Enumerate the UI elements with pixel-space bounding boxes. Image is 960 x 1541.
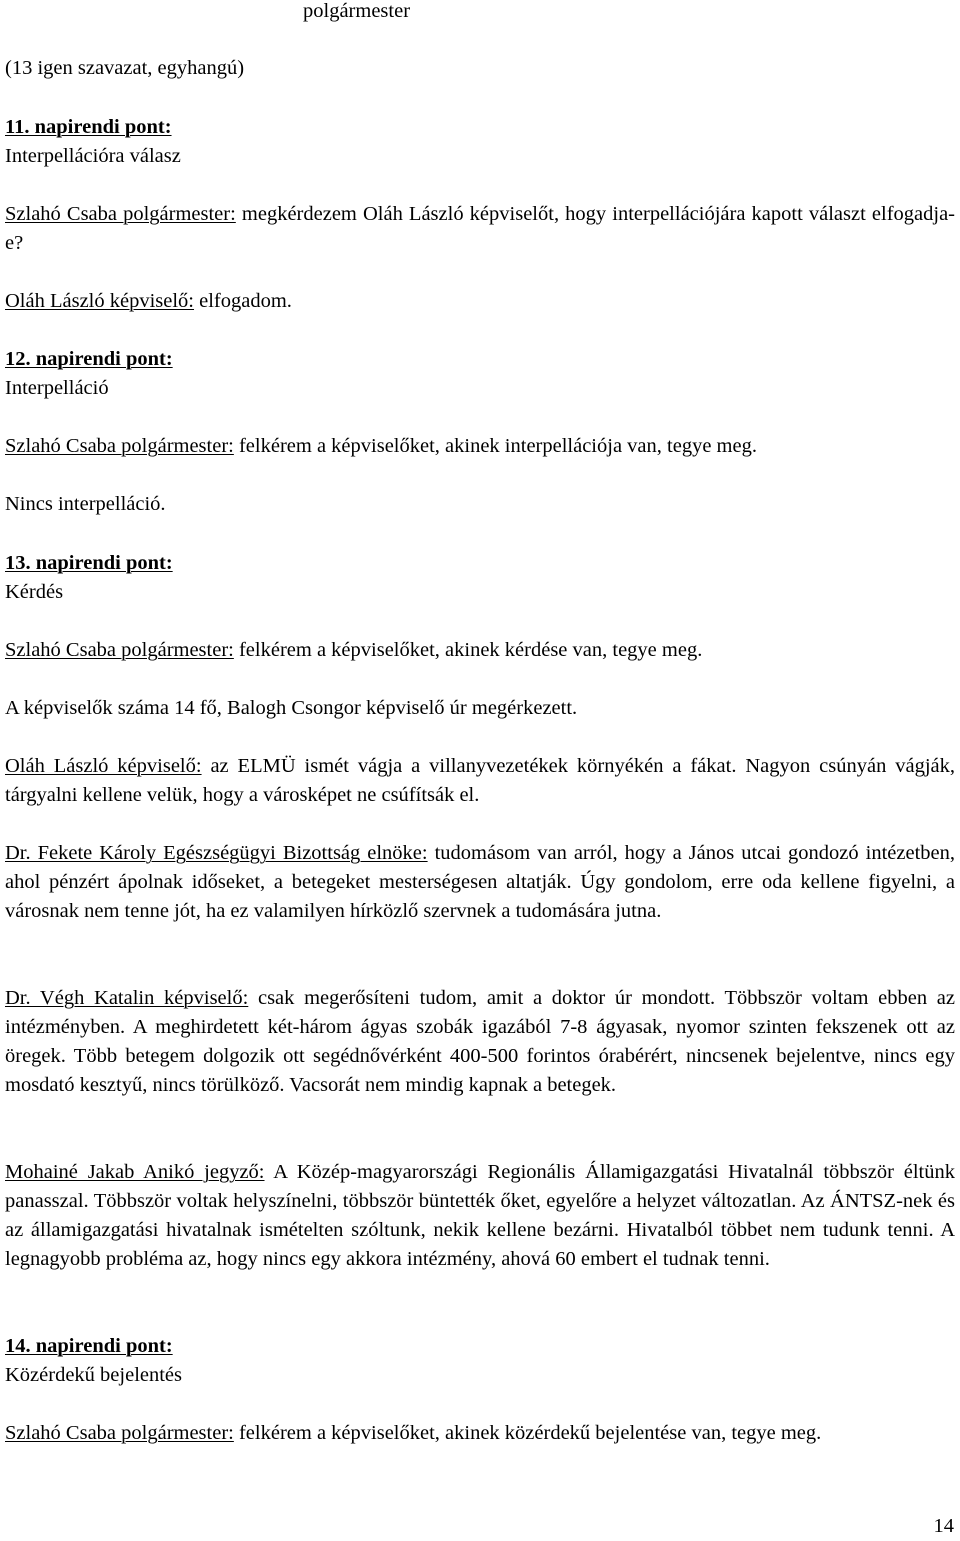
section-topic: Interpellációra válasz <box>5 145 181 167</box>
statement: csak megerősíteni tudom, amit a doktor úr mondott. Többször voltam ebben az intézményben. A meghirdetett két-három ágyas szobák igazából 7-8 ágyasak, nyomor szinten fekszenek ott az öregek. Több betegem dolgozik ott segédnővérként 400-500 forintos órabérért, nincsenek bejelentve, nincs egy mosdató kesztyű, nincs törülköző. Vacsorát nem mindig kapnak a betegek. <box>5 987 955 1096</box>
statement: felkérem a képviselőket, akinek kérdése van, tegye meg. <box>233 639 703 661</box>
section-topic: Kérdés <box>5 581 64 603</box>
speaker: Szlahó Csaba polgármester: <box>5 1422 234 1444</box>
paragraph-14-1 <box>5 1419 955 1448</box>
section-topic: Interpelláció <box>5 377 109 399</box>
section-14 <box>5 1332 955 1390</box>
statement: felkérem a képviselőket, akinek közérdekű bejelentése van, tegye meg. <box>233 1422 822 1444</box>
statement: felkérem a képviselőket, akinek interpellációja van, tegye meg. <box>233 435 757 457</box>
vote-result: (13 igen szavazat, egyhangú) <box>5 57 245 79</box>
section-heading: 12. napirendi pont: <box>5 348 173 370</box>
section-heading: 14. napirendi pont: <box>5 1335 173 1357</box>
speaker: Szlahó Csaba polgármester: <box>5 435 234 457</box>
paragraph-13-5 <box>5 984 955 1100</box>
section-12 <box>5 345 955 403</box>
section-heading: 13. napirendi pont: <box>5 552 173 574</box>
statement: megkérdezem Oláh László képviselőt, hogy interpellációjára kapott választ elfogadja-e? <box>5 203 955 254</box>
statement: A Közép-magyarországi Regionális Államigazgatási Hivatalnál többször éltünk panasszal. Többször voltak helyszínelni, többször büntették őket, egyelőre a helyzet változatlan. Az ÁNTSZ-nek és az államigazgatási hivatalnak ismételten szóltunk, nekik kellene bezárni. Hivatalból többet nem tudunk tenni. A legnagyobb probléma az, hogy nincs egy akkora intézmény, ahová 60 embert el tudnak tenni. <box>5 1161 955 1270</box>
paragraph-13-6 <box>5 1158 955 1274</box>
section-heading: 11. napirendi pont: <box>5 116 172 138</box>
paragraph-12-2 <box>5 490 955 519</box>
paragraph-13-2 <box>5 694 955 723</box>
speaker: Szlahó Csaba polgármester: <box>5 203 236 225</box>
speaker: Oláh László képviselő: <box>5 755 202 777</box>
paragraph-11-2 <box>5 287 955 316</box>
statement: A képviselők száma 14 fő, Balogh Csongor képviselő úr megérkezett. <box>5 697 578 719</box>
page-number: 14 <box>933 1515 954 1537</box>
paragraph-11-1 <box>5 200 955 258</box>
statement: elfogadom. <box>194 290 292 312</box>
paragraph-13-1 <box>5 636 955 665</box>
section-11 <box>5 113 955 171</box>
section-topic: Közérdekű bejelentés <box>5 1364 183 1386</box>
paragraph-13-3 <box>5 752 955 810</box>
statement: Nincs interpelláció. <box>5 493 166 515</box>
paragraph-13-4 <box>5 839 955 926</box>
speaker: Mohainé Jakab Anikó jegyző: <box>5 1161 265 1183</box>
paragraph-12-1 <box>5 432 955 461</box>
statement: tudomásom van arról, hogy a János utcai gondozó intézetben, ahol pénzért ápolnak időseket, a betegeket mesterségesen altatják. Úgy gondolom, erre oda kellene figyelni, a városnak nem tenne jót, ha ez valamilyen hírközlő szervnek a tudomására jutna. <box>5 842 955 922</box>
signer-title: polgármester <box>303 0 411 22</box>
statement: az ELMÜ ismét vágja a villanyvezetékek környékén a fákat. Nagyon csúnyán vágják, tárgyalni kellene velük, hogy a városképet ne csúfítsák el. <box>5 755 955 806</box>
speaker: Szlahó Csaba polgármester: <box>5 639 234 661</box>
section-13 <box>5 549 955 607</box>
speaker: Dr. Fekete Károly Egészségügyi Bizottság elnöke: <box>5 842 428 864</box>
speaker: Oláh László képviselő: <box>5 290 195 312</box>
speaker: Dr. Végh Katalin képviselő: <box>5 987 249 1009</box>
